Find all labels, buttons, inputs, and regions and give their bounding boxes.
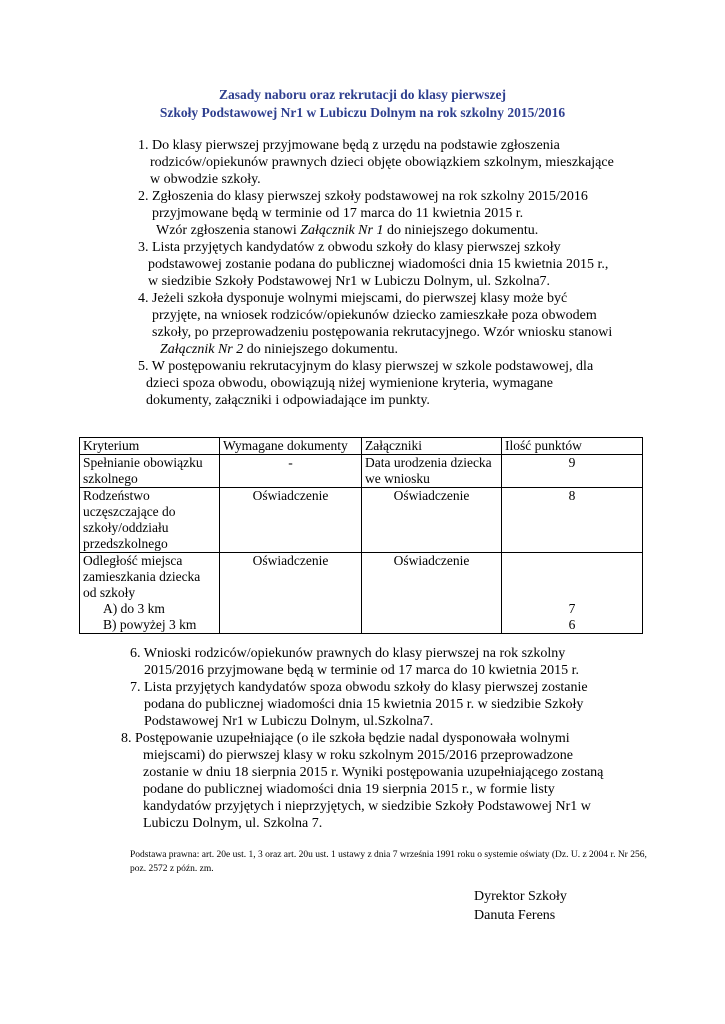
rule-4-line-2: przyjęte, na wniosek rodziców/opiekunów dziecko zamieszkałe poza obwodem — [152, 308, 597, 323]
rule-7-line-1: 7. Lista przyjętych kandydatów spoza obwodu szkoły do klasy pierwszej zostanie — [130, 680, 588, 695]
signature-role: Dyrektor Szkoły — [474, 889, 567, 904]
attachments-cell: Oświadczenie — [362, 553, 502, 634]
table-row — [80, 455, 643, 488]
rule-3-line-1: 3. Lista przyjętych kandydatów z obwodu szkoły do klasy pierwszej szkoły — [138, 240, 561, 255]
rule-6-line-1: 6. Wnioski rodziców/opiekunów prawnych do klasy pierwszej na rok szkolny — [130, 646, 566, 661]
rule-4-line-1: 4. Jeżeli szkoła dysponuje wolnymi miejscami, do pierwszej klasy może być — [138, 291, 568, 306]
distance-option-a: A) do 3 km — [103, 601, 165, 616]
signature-name: Danuta Ferens — [474, 908, 556, 923]
points-option-a: 7 — [568, 601, 576, 616]
distance-option-b: B) powyżej 3 km — [103, 617, 197, 632]
points-cell — [502, 553, 643, 634]
points-cell: 9 — [502, 455, 643, 488]
legal-basis-footnote: Podstawa prawna: art. 20e ust. 1, 3 oraz art. 20u ust. 1 ustawy z dnia 7 września 1991 roku o systemie oświaty (Dz. U. z 2004 r. Nr 256, poz. 2572 z późn. zm. — [130, 850, 647, 874]
points-option-b: 6 — [568, 617, 576, 632]
rule-7-line-2: podana do publicznej wiadomości dnia 15 kwietnia 2015 r. w siedzibie Szkoły — [144, 697, 584, 712]
rule-5-line-2: dzieci spoza obwodu, obowiązują niżej wymienione kryteria, wymagane — [146, 376, 554, 391]
criterion-cell: Spełnianie obowiązku szkolnego — [80, 455, 220, 488]
criterion-cell — [80, 553, 220, 634]
rule-4-line-3: szkoły, po przeprowadzeniu postępowania rekrutacyjnego. Wzór wniosku stanowi — [152, 325, 613, 340]
rule-8-line-1: 8. Postępowanie uzupełniające (o ile szkoła będzie nadal dysponowała wolnymi — [121, 731, 570, 746]
title-line-1: Zasady naboru oraz rekrutacji do klasy pierwszej — [219, 87, 506, 102]
criterion-cell: Rodzeństwo uczęszczające do szkoły/oddziału przedszkolnego — [80, 488, 220, 553]
table-header-row — [80, 438, 643, 455]
rule-8-line-2: miejscami) do pierwszej klasy w roku szkolnym 2015/2016 przeprowadzone — [143, 748, 574, 763]
rule-2-line-3: Wzór zgłoszenia stanowi Załącznik Nr 1 do niniejszego dokumentu. — [156, 223, 539, 238]
rule-5-line-3: dokumenty, załączniki i odpowiadające im punkty. — [146, 393, 430, 408]
rule-2-line-2: przyjmowane będą w terminie od 17 marca do 11 kwietnia 2015 r. — [152, 206, 524, 221]
rule-3-line-2: podstawowej zostanie podana do publicznej wiadomości dnia 15 kwietnia 2015 r., — [148, 257, 609, 272]
header-criterion: Kryterium — [80, 438, 220, 455]
rule-3-line-3: w siedzibie Szkoły Podstawowej Nr1 w Lubiczu Dolnym, ul. Szkolna7. — [148, 274, 551, 289]
header-documents: Wymagane dokumenty — [220, 438, 362, 455]
rule-7-line-3: Podstawowej Nr1 w Lubiczu Dolnym, ul.Szkolna7. — [144, 714, 434, 729]
header-attachments: Załączniki — [362, 438, 502, 455]
criterion-distance-label: Odległość miejsca zamieszkania dziecka od szkoły — [83, 553, 201, 600]
documents-cell: - — [220, 455, 362, 488]
table-row — [80, 488, 643, 553]
rule-1-line-1: 1. Do klasy pierwszej przyjmowane będą z urzędu na podstawie zgłoszenia — [138, 138, 560, 153]
rule-5-line-1: 5. W postępowaniu rekrutacyjnym do klasy pierwszej w szkole podstawowej, dla — [138, 359, 594, 374]
attachments-cell: Data urodzenia dziecka we wniosku — [362, 455, 502, 488]
rule-1-line-2: rodziców/opiekunów prawnych dzieci objęte obowiązkiem szkolnym, mieszkające — [150, 155, 614, 170]
attachment-1-reference: Załącznik Nr 1 — [300, 223, 384, 238]
rule-6-line-2: 2015/2016 przyjmowane będą w terminie od 17 marca do 10 kwietnia 2015 r. — [144, 663, 580, 678]
title-line-2: Szkoły Podstawowej Nr1 w Lubiczu Dolnym na rok szkolny 2015/2016 — [159, 105, 566, 120]
attachment-2-reference: Załącznik Nr 2 — [160, 342, 244, 357]
points-cell: 8 — [502, 488, 643, 553]
rule-2-line-1: 2. Zgłoszenia do klasy pierwszej szkoły podstawowej na rok szkolny 2015/2016 — [138, 189, 588, 204]
documents-cell: Oświadczenie — [220, 488, 362, 553]
documents-cell: Oświadczenie — [220, 553, 362, 634]
rule-8-line-6: Lubiczu Dolnym, ul. Szkolna 7. — [143, 816, 323, 831]
table-row — [80, 553, 643, 634]
rule-8-line-4: podane do publicznej wiadomości dnia 19 sierpnia 2015 r., w formie listy — [143, 782, 555, 797]
rule-1-line-3: w obwodzie szkoły. — [150, 172, 261, 187]
rule-8-line-3: zostanie w dniu 18 sierpnia 2015 r. Wyniki postępowania uzupełniającego zostaną — [143, 765, 604, 780]
header-points: Ilość punktów — [502, 438, 643, 455]
rule-4-line-4: Załącznik Nr 2 do niniejszego dokumentu. — [160, 342, 398, 357]
attachments-cell: Oświadczenie — [362, 488, 502, 553]
criteria-table — [79, 437, 643, 634]
rule-8-line-5: kandydatów przyjętych i nieprzyjętych, w siedzibie Szkoły Podstawowej Nr1 w — [143, 799, 591, 814]
